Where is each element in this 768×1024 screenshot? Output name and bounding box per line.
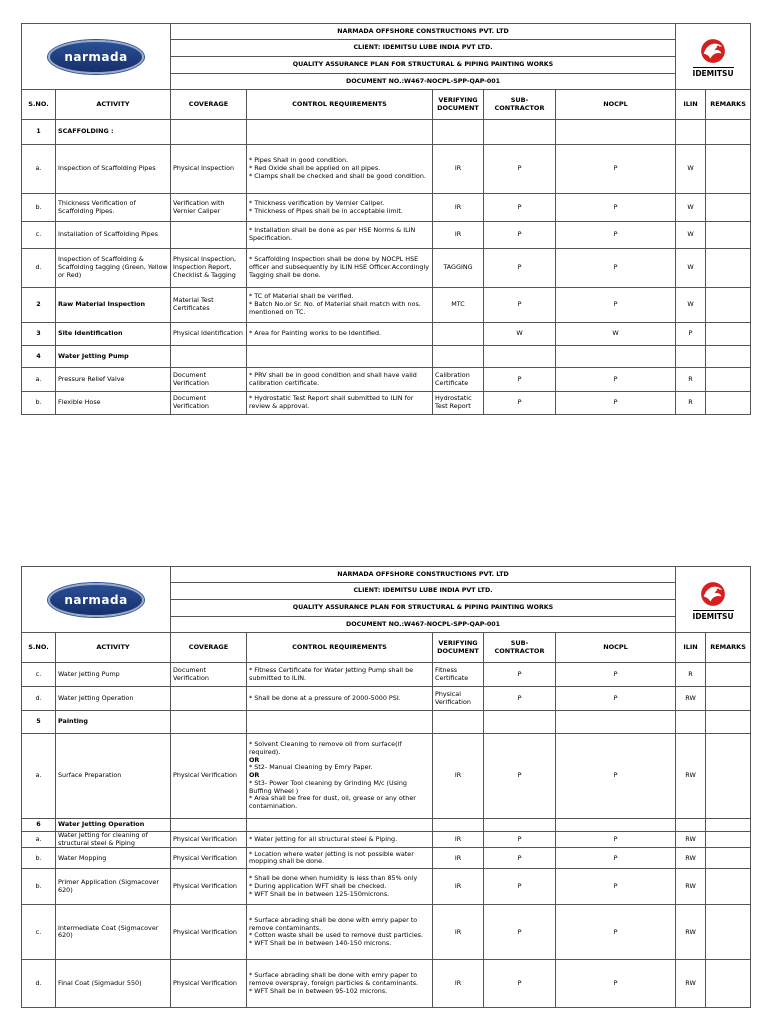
requirement-line: * Red Oxide shall be applied on all pipes. [249, 164, 381, 173]
row-remarks [706, 960, 751, 1008]
row-control-requirements [247, 960, 433, 1008]
row-sno: b. [22, 194, 56, 222]
row-ilin: W [676, 288, 706, 323]
requirement-line: * Clamps shall be checked and shall be good condition. [249, 171, 426, 180]
row-activity: Thickness Verification of Scaffolding Pipes. [56, 194, 171, 222]
row-verifying-document: IR [433, 869, 484, 905]
requirement-line: * Location where water jetting is not possible water mopping shall be done. [249, 849, 414, 866]
row-control-requirements [247, 222, 433, 249]
col-coverage: COVERAGE [171, 90, 247, 120]
row-sub-contractor: P [484, 288, 556, 323]
row-sno: c. [22, 222, 56, 249]
row-ilin: RW [676, 869, 706, 905]
row-nocpl: P [556, 249, 676, 288]
row-nocpl: P [556, 832, 676, 848]
row-remarks [706, 249, 751, 288]
row-ilin: R [676, 663, 706, 687]
requirement-line: * Shall be done when humidity is less than 85% only [249, 874, 418, 883]
row-verifying-document: IR [433, 905, 484, 960]
row-activity: Installation of Scaffolding Pipes [56, 222, 171, 249]
row-activity: Water Jetting for cleaning of structural steel & Piping [56, 832, 171, 848]
company-name: NARMADA OFFSHORE CONSTRUCTIONS PVT. LTD [171, 24, 676, 40]
row-nocpl: P [556, 734, 676, 819]
table-row [22, 663, 751, 687]
requirement-line: * Area for Painting works to be Identified. [249, 329, 382, 338]
row-remarks [706, 222, 751, 249]
row-ilin: W [676, 249, 706, 288]
row-sub-contractor: W [484, 323, 556, 346]
row-verifying-document: IR [433, 848, 484, 869]
row-verifying-document: TAGGING [433, 249, 484, 288]
row-coverage: Physical Verification [171, 832, 247, 848]
table-row [22, 734, 751, 819]
row-control-requirements [247, 368, 433, 392]
requirement-line: * Surface abrading shall be done with emry paper to remove overspray, foreign particles & contaminants. [249, 971, 419, 988]
document-number: DOCUMENT NO.:W467-NOCPL-SPP-QAP-001 [171, 74, 676, 90]
col-control: CONTROL REQUIREMENTS [247, 90, 433, 120]
row-nocpl: P [556, 194, 676, 222]
row-remarks [706, 368, 751, 392]
requirement-line: * Shall be done at a pressure of 2000-5000 PSI. [249, 693, 401, 702]
table-row [22, 392, 751, 415]
row-nocpl: P [556, 869, 676, 905]
row-activity: Pressure Relief Valve [56, 368, 171, 392]
row-remarks [706, 663, 751, 687]
row-verifying-document: IR [433, 194, 484, 222]
row-sno: a. [22, 734, 56, 819]
table-row [22, 288, 751, 323]
row-coverage: Document Verification [171, 392, 247, 415]
company-name: NARMADA OFFSHORE CONSTRUCTIONS PVT. LTD [171, 567, 676, 583]
row-sub-contractor: P [484, 249, 556, 288]
row-verifying-document: Physical Verification [433, 687, 484, 711]
col-activity: ACTIVITY [56, 633, 171, 663]
col-ilin: ILIN [676, 90, 706, 120]
row-control-requirements [247, 734, 433, 819]
row-coverage: Physical Identification [171, 323, 247, 346]
requirement-line: * WFT Shall be in between 125-150microns. [249, 889, 390, 898]
table-row [22, 249, 751, 288]
requirement-line: * WFT Shall be in between 95-102 microns. [249, 986, 388, 995]
requirement-line: * TC of Material shall be verified. [249, 292, 354, 301]
row-ilin: P [676, 323, 706, 346]
row-verifying-document: Calibration Certificate [433, 368, 484, 392]
row-coverage: Physical Verification [171, 848, 247, 869]
row-activity: Raw Material Inspection [56, 288, 171, 323]
row-sub-contractor: P [484, 687, 556, 711]
table-row [22, 194, 751, 222]
row-sub-contractor: P [484, 960, 556, 1008]
row-coverage: Physical Inspection, Inspection Report, Checklist & Tagging [171, 249, 247, 288]
row-control-requirements [247, 832, 433, 848]
idemitsu-emblem-icon [696, 36, 730, 66]
row-ilin: R [676, 392, 706, 415]
col-remarks: REMARKS [706, 90, 751, 120]
row-activity: Surface Preparation [56, 734, 171, 819]
row-ilin: RW [676, 734, 706, 819]
row-verifying-document [433, 323, 484, 346]
row-remarks [706, 905, 751, 960]
row-remarks [706, 832, 751, 848]
row-nocpl: P [556, 145, 676, 194]
row-verifying-document: MTC [433, 288, 484, 323]
narmada-logo: narmada [22, 24, 171, 90]
table-row [22, 222, 751, 249]
row-nocpl: P [556, 848, 676, 869]
row-ilin: RW [676, 832, 706, 848]
row-control-requirements [247, 323, 433, 346]
row-remarks [706, 734, 751, 819]
requirement-line: * St3- Power Tool cleaning by Grinding M/c (Using Buffing Wheel ) [249, 778, 407, 795]
table-row [22, 960, 751, 1008]
table-row [22, 905, 751, 960]
row-coverage: Physical Verification [171, 869, 247, 905]
col-nocpl: NOCPL [556, 90, 676, 120]
row-activity: Intermediate Coat (Sigmacover 620) [56, 905, 171, 960]
row-control-requirements [247, 663, 433, 687]
row-nocpl: P [556, 663, 676, 687]
row-sub-contractor: P [484, 392, 556, 415]
row-sno: a. [22, 832, 56, 848]
column-headers [22, 90, 751, 120]
row-sno: a. [22, 145, 56, 194]
row-ilin: W [676, 194, 706, 222]
row-ilin: RW [676, 905, 706, 960]
narmada-logo: narmada [22, 567, 171, 633]
row-coverage: Physical Inspection [171, 145, 247, 194]
row-activity: Flexible Hose [56, 392, 171, 415]
row-nocpl: P [556, 288, 676, 323]
idemitsu-logo: IDEMITSU [676, 567, 751, 633]
col-sub: SUB-CONTRACTOR [484, 90, 556, 120]
requirement-line: * PRV shall be in good condition and shall have valid calibration certificate. [249, 370, 417, 387]
row-control-requirements [247, 869, 433, 905]
col-ilin: ILIN [676, 633, 706, 663]
row-verifying-document: IR [433, 222, 484, 249]
col-sno: S.NO. [22, 633, 56, 663]
row-activity: Inspection of Scaffolding & Scaffolding tagging (Green, Yellow or Red) [56, 249, 171, 288]
requirement-line: * Area shall be free for dust, oil, grease or any other contamination. [249, 794, 416, 810]
row-sno: 2 [22, 288, 56, 323]
row-remarks [706, 687, 751, 711]
requirement-line: * Thickness of Pipes shall be in acceptable limit. [249, 206, 403, 215]
col-sub: SUB-CONTRACTOR [484, 633, 556, 663]
requirement-line: * Installation shall be done as per HSE Norms & ILIN Specification. [249, 226, 416, 242]
qap-sheet-page-2 [21, 566, 746, 1008]
table-row [22, 323, 751, 346]
row-sub-contractor: P [484, 663, 556, 687]
row-sub-contractor: P [484, 222, 556, 249]
qap-sheet-page-1 [21, 23, 746, 415]
col-verifying: VERIFYING DOCUMENT [433, 90, 484, 120]
row-sno: c. [22, 905, 56, 960]
row-verifying-document: IR [433, 145, 484, 194]
row-remarks [706, 848, 751, 869]
requirement-line: * Batch No.or Sr. No. of Material shall match with nos. mentioned on TC. [249, 300, 421, 316]
row-sub-contractor: P [484, 194, 556, 222]
requirement-line: * Surface abrading shall be done with emry paper to remove contaminants. [249, 916, 418, 932]
row-sub-contractor: P [484, 368, 556, 392]
row-nocpl: P [556, 222, 676, 249]
row-control-requirements [247, 288, 433, 323]
row-nocpl: P [556, 687, 676, 711]
row-verifying-document: Fitness Certificate [433, 663, 484, 687]
table-row [22, 848, 751, 869]
row-verifying-document: IR [433, 734, 484, 819]
row-sno: a. [22, 368, 56, 392]
row-coverage: Physical Verification [171, 960, 247, 1008]
client-name: CLIENT: IDEMITSU LUBE INDIA PVT LTD. [171, 583, 676, 600]
row-activity: Inspection of Scaffolding Pipes [56, 145, 171, 194]
section-row: 4 Water Jetting Pump [22, 346, 751, 368]
plan-title: QUALITY ASSURANCE PLAN FOR STRUCTURAL & PIPING PAINTING WORKS [171, 600, 676, 617]
qap-table [21, 23, 751, 415]
col-coverage: COVERAGE [171, 633, 247, 663]
row-ilin: W [676, 145, 706, 194]
row-sub-contractor: P [484, 905, 556, 960]
client-name: CLIENT: IDEMITSU LUBE INDIA PVT LTD. [171, 40, 676, 57]
row-remarks [706, 869, 751, 905]
row-sub-contractor: P [484, 832, 556, 848]
requirement-line: OR [249, 771, 260, 780]
qap-table [21, 566, 751, 1008]
plan-title: QUALITY ASSURANCE PLAN FOR STRUCTURAL & PIPING PAINTING WORKS [171, 57, 676, 74]
row-nocpl: P [556, 392, 676, 415]
row-nocpl: W [556, 323, 676, 346]
section-row: 1 SCAFFOLDING : [22, 120, 751, 145]
row-activity: Final Coat (Sigmadur 550) [56, 960, 171, 1008]
table-row [22, 368, 751, 392]
row-activity: Primer Application (Sigmacover 620) [56, 869, 171, 905]
row-remarks [706, 288, 751, 323]
row-activity: Water Mopping [56, 848, 171, 869]
row-coverage [171, 687, 247, 711]
idemitsu-emblem-icon [696, 579, 730, 609]
row-control-requirements [247, 905, 433, 960]
row-sno: d. [22, 687, 56, 711]
row-verifying-document: IR [433, 960, 484, 1008]
col-sno: S.NO. [22, 90, 56, 120]
row-sno: d. [22, 960, 56, 1008]
row-remarks [706, 194, 751, 222]
requirement-line: * Pipes Shall in good condition. [249, 156, 349, 165]
requirement-line: OR [249, 755, 260, 764]
requirement-line: * Cotton waste shall be used to remove dust particles. [249, 931, 424, 940]
col-control: CONTROL REQUIREMENTS [247, 633, 433, 663]
table-row [22, 145, 751, 194]
row-nocpl: P [556, 905, 676, 960]
requirement-line: * Thickness verification by Vernier Caliper. [249, 198, 385, 207]
requirement-line: * Hydrostatic Test Report shall submitted to ILIN for review & approval. [249, 394, 414, 410]
row-coverage: Document Verification [171, 663, 247, 687]
table-row [22, 687, 751, 711]
row-verifying-document: Hydrostatic Test Report [433, 392, 484, 415]
requirement-line: * Fitness Certificate for Water Jetting Pump shall be submitted to ILIN. [249, 665, 414, 682]
col-verifying: VERIFYING DOCUMENT [433, 633, 484, 663]
requirement-line: * Water Jetting for all structural steel & Piping. [249, 834, 398, 843]
section-row: 5 Painting [22, 711, 751, 734]
row-activity: Water Jetting Operation [56, 687, 171, 711]
table-row [22, 832, 751, 848]
row-ilin: RW [676, 960, 706, 1008]
row-ilin: W [676, 222, 706, 249]
row-nocpl: P [556, 960, 676, 1008]
row-sno: b. [22, 848, 56, 869]
col-remarks: REMARKS [706, 633, 751, 663]
requirement-line: * Solvent Cleaning to remove oil from surface(if required). [249, 740, 402, 757]
requirement-line: * WFT Shall be in between 140-150 microns. [249, 939, 392, 948]
row-remarks [706, 392, 751, 415]
row-coverage: Physical Verification [171, 905, 247, 960]
col-activity: ACTIVITY [56, 90, 171, 120]
requirement-line: * Scaffolding Inspection shall be done by NOCPL HSE officer and subsequently by ILIN HSE Officer.Accordingly Tagging shall be done. [249, 255, 430, 279]
row-sno: 3 [22, 323, 56, 346]
row-ilin: RW [676, 687, 706, 711]
row-control-requirements [247, 392, 433, 415]
row-coverage: Document Verification [171, 368, 247, 392]
col-nocpl: NOCPL [556, 633, 676, 663]
row-sno: b. [22, 392, 56, 415]
row-sub-contractor: P [484, 869, 556, 905]
row-sub-contractor: P [484, 145, 556, 194]
row-sno: d. [22, 249, 56, 288]
row-sub-contractor: P [484, 848, 556, 869]
row-control-requirements [247, 848, 433, 869]
row-activity: Site Identification [56, 323, 171, 346]
row-sno: b. [22, 869, 56, 905]
row-control-requirements [247, 145, 433, 194]
row-control-requirements [247, 194, 433, 222]
row-remarks [706, 323, 751, 346]
row-coverage: Verification with Vernier Caliper [171, 194, 247, 222]
row-ilin: RW [676, 848, 706, 869]
row-control-requirements [247, 249, 433, 288]
row-ilin: R [676, 368, 706, 392]
row-control-requirements [247, 687, 433, 711]
idemitsu-logo: IDEMITSU [676, 24, 751, 90]
row-activity: Water Jetting Pump [56, 663, 171, 687]
requirement-line: * During application WFT shall be checked. [249, 882, 387, 891]
table-row [22, 869, 751, 905]
document-number: DOCUMENT NO.:W467-NOCPL-SPP-QAP-001 [171, 617, 676, 633]
requirement-line: * St2- Manual Cleaning by Emry Paper. [249, 763, 373, 772]
row-coverage: Material Test Certificates [171, 288, 247, 323]
row-coverage: Physical Verification [171, 734, 247, 819]
row-sno: c. [22, 663, 56, 687]
row-coverage [171, 222, 247, 249]
column-headers [22, 633, 751, 663]
row-nocpl: P [556, 368, 676, 392]
section-row: 6 Water Jetting Operation [22, 819, 751, 832]
row-verifying-document: IR [433, 832, 484, 848]
row-remarks [706, 145, 751, 194]
row-sub-contractor: P [484, 734, 556, 819]
